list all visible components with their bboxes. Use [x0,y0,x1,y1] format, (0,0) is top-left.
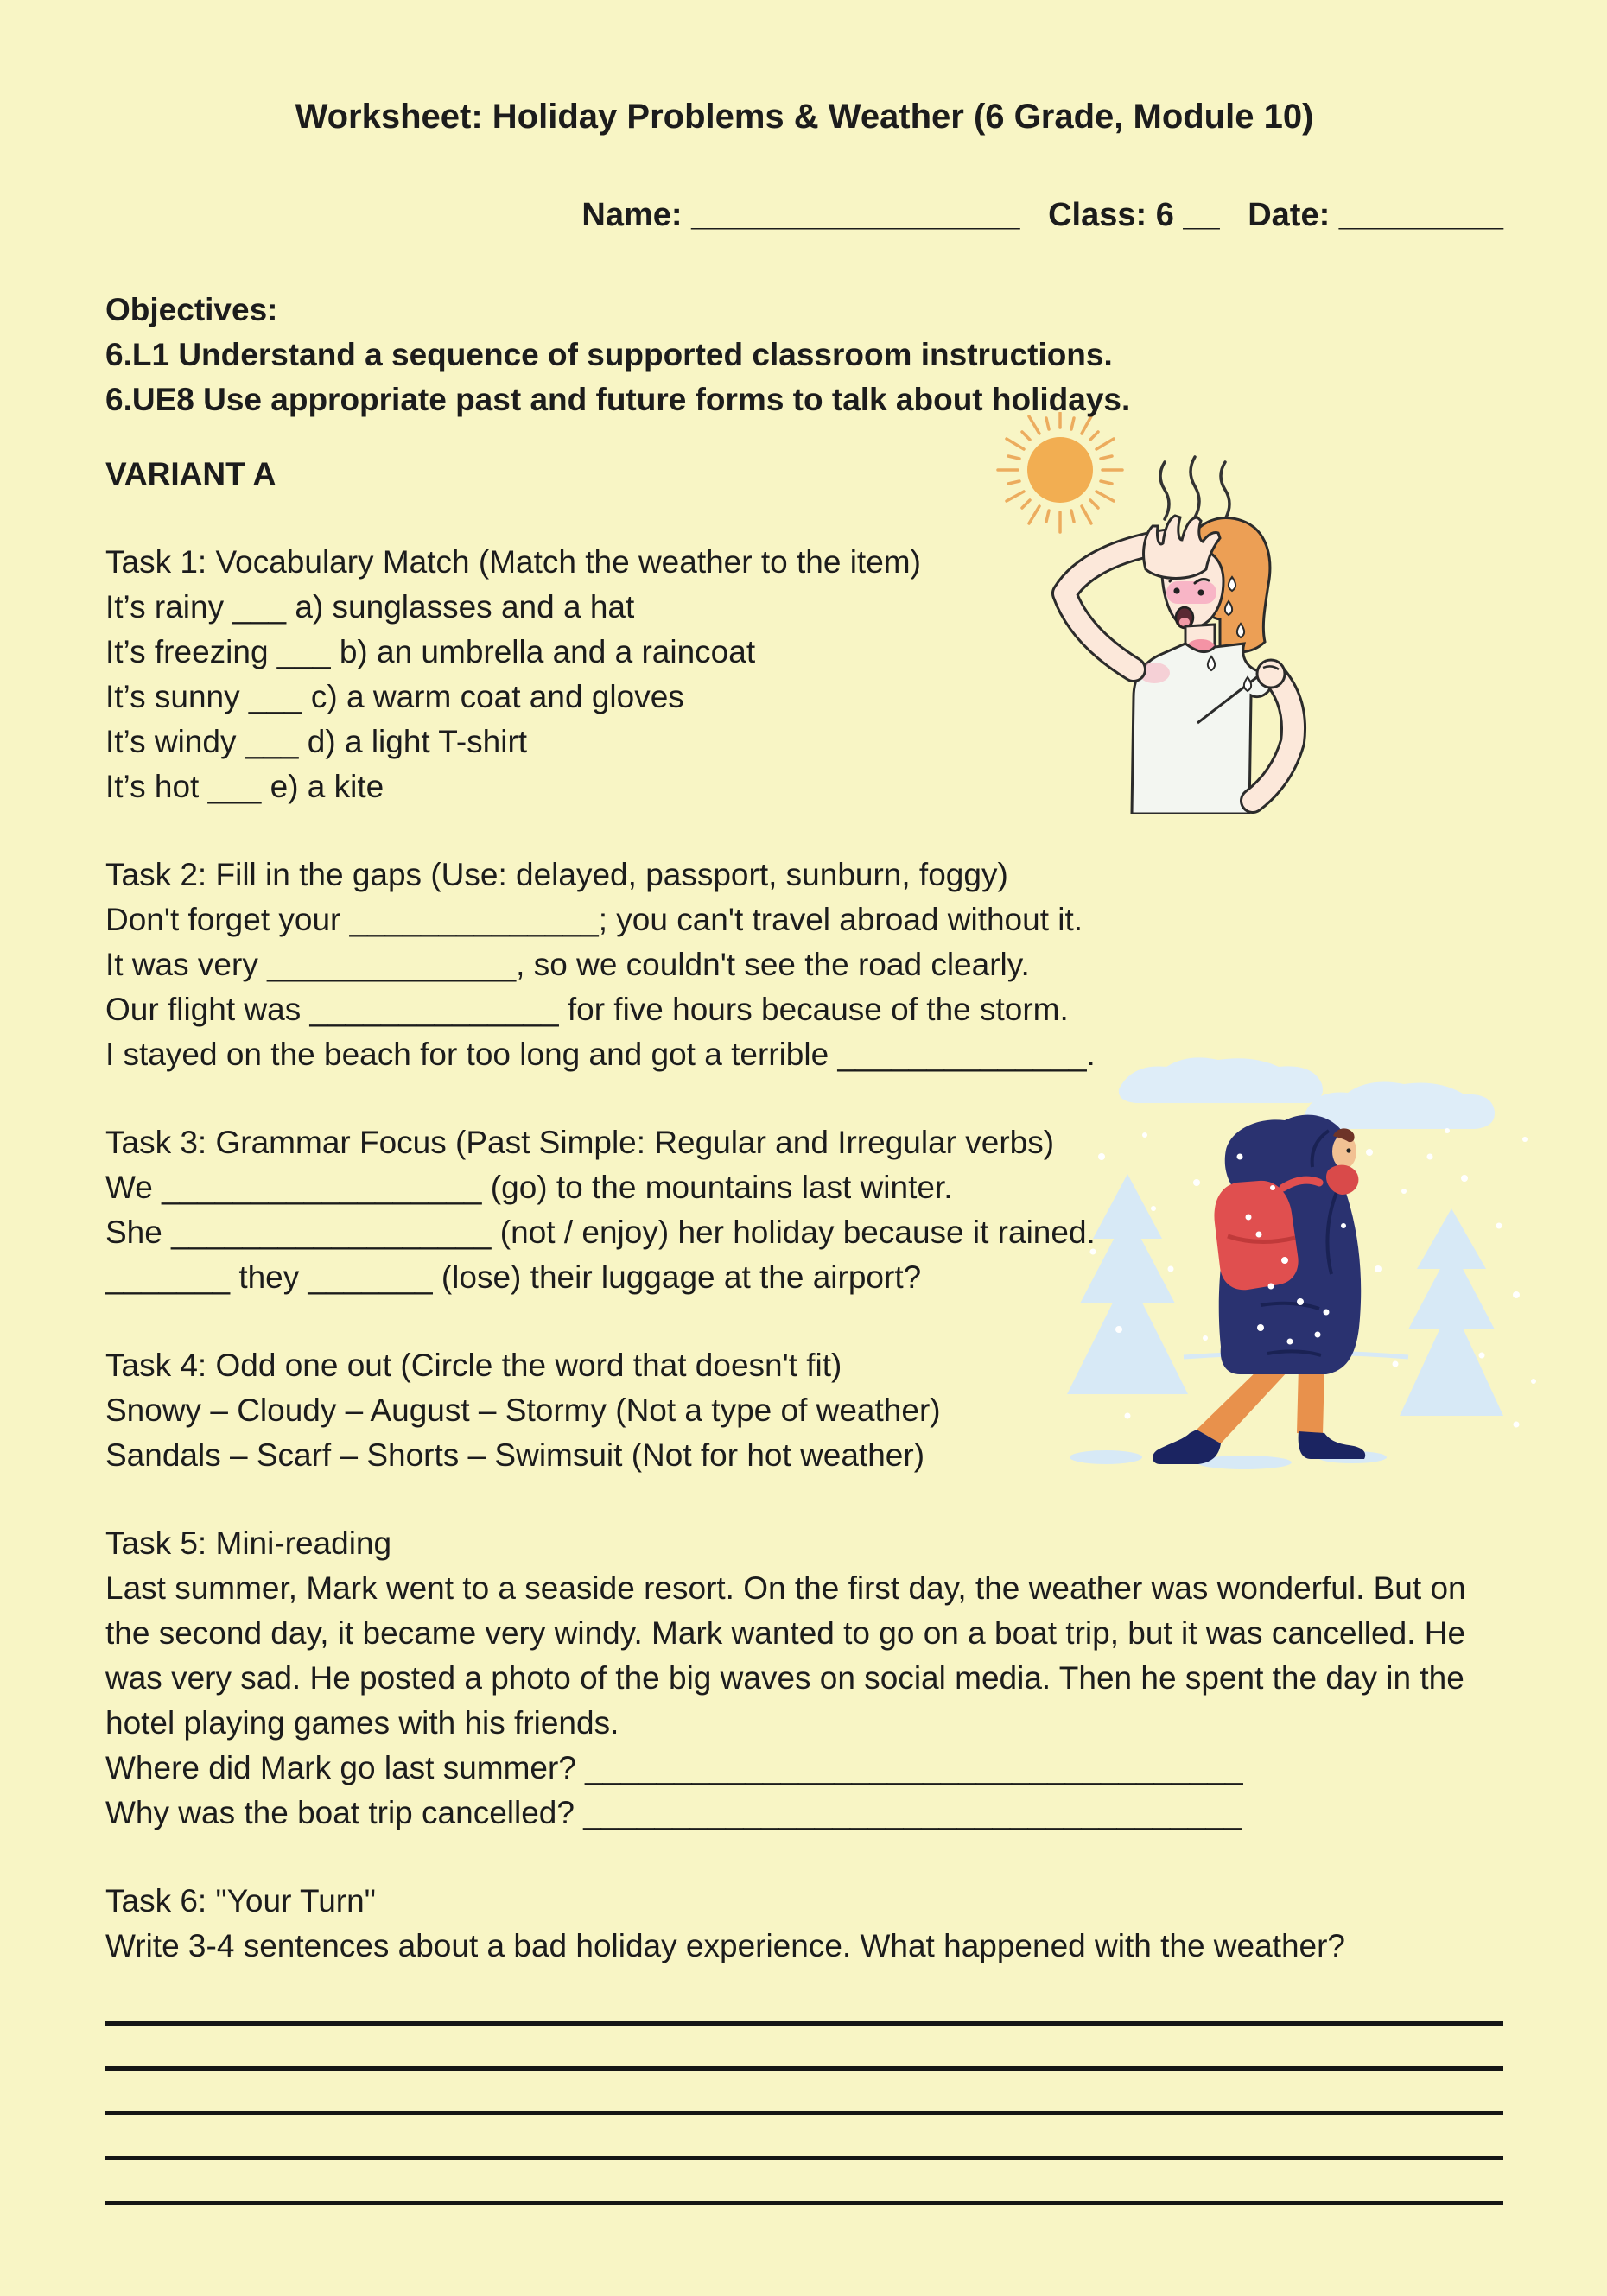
task-4-odd-one-out [105,1343,1503,1478]
writing-line [105,2160,1503,2205]
task-line: It’s hot ___ e) a kite [105,768,384,804]
task-6-your-turn [105,1879,1503,1969]
task-title: Task 1: Vocabulary Match (Match the weather to the item) [105,543,921,580]
variant-label: VARIANT A [105,455,276,492]
task-title: Task 3: Grammar Focus (Past Simple: Regular and Irregular verbs) [105,1124,1055,1160]
task-line: Sandals – Scarf – Shorts – Swimsuit (Not for hot weather) [105,1437,925,1473]
task-title: Task 2: Fill in the gaps (Use: delayed, passport, sunburn, foggy) [105,856,1008,892]
task-title: Task 4: Odd one out (Circle the word that doesn't fit) [105,1347,842,1383]
name-field: Name: __________________ [581,196,1020,233]
writing-line [105,2115,1503,2160]
objective-item: 6.L1 Understand a sequence of supported classroom instructions. [105,336,1113,372]
task-line: It’s windy ___ d) a light T-shirt [105,723,528,759]
worksheet-page [0,23,1607,2296]
task-line: It’s rainy ___ a) sunglasses and a hat [105,588,635,625]
task-5-mini-reading [105,1521,1503,1836]
task-line: _______ they _______ (lose) their luggage at the airport? [105,1259,922,1295]
task-1-vocabulary-match [105,540,1503,809]
reading-paragraph: Last summer, Mark went to a seaside resort. On the first day, the weather was wonderful. But on the second day, it became very windy. Mark wanted to go on a boat trip, but it was cancelled. He was very sad. He posted a photo of the big waves on social media. Then he spent the day in the hotel playing games with his friends. [105,1570,1466,1741]
task-line: I stayed on the beach for too long and got a terrible ______________. [105,1036,1096,1072]
name-class-date-row [105,193,1503,238]
objectives-block [105,288,1503,422]
writing-area [105,1981,1503,2205]
task-line: It’s sunny ___ c) a warm coat and gloves [105,678,684,714]
task-2-fill-gaps [105,853,1503,1077]
task-line: It was very ______________, so we couldn't see the road clearly. [105,946,1030,982]
date-field: Date: _________ [1248,196,1503,233]
task-line: Write 3-4 sentences about a bad holiday experience. What happened with the weather? [105,1927,1346,1963]
task-line: She __________________ (not / enjoy) her holiday because it rained. [105,1214,1096,1250]
writing-line [105,1981,1503,2026]
task-line: Don't forget your ______________; you can't travel abroad without it. [105,901,1083,937]
objectives-heading: Objectives: [105,291,278,327]
class-field: Class: 6 __ [1048,196,1220,233]
task-title: Task 6: "Your Turn" [105,1882,376,1919]
task-3-grammar-focus [105,1120,1503,1300]
task-line: It’s freezing ___ b) an umbrella and a raincoat [105,633,756,669]
task-question: Why was the boat trip cancelled? _____________________________________ [105,1794,1242,1830]
task-line: Our flight was ______________ for five hours because of the storm. [105,991,1069,1027]
task-line: Snowy – Cloudy – August – Stormy (Not a type of weather) [105,1392,941,1428]
writing-line [105,2026,1503,2071]
objective-item: 6.UE8 Use appropriate past and future forms to talk about holidays. [105,381,1131,417]
task-title: Task 5: Mini-reading [105,1525,392,1561]
page-title: Worksheet: Holiday Problems & Weather (6 Grade, Module 10) [295,97,1314,136]
task-line: We __________________ (go) to the mountains last winter. [105,1169,953,1205]
task-question: Where did Mark go last summer? _____________________________________ [105,1749,1243,1785]
writing-line [105,2071,1503,2115]
